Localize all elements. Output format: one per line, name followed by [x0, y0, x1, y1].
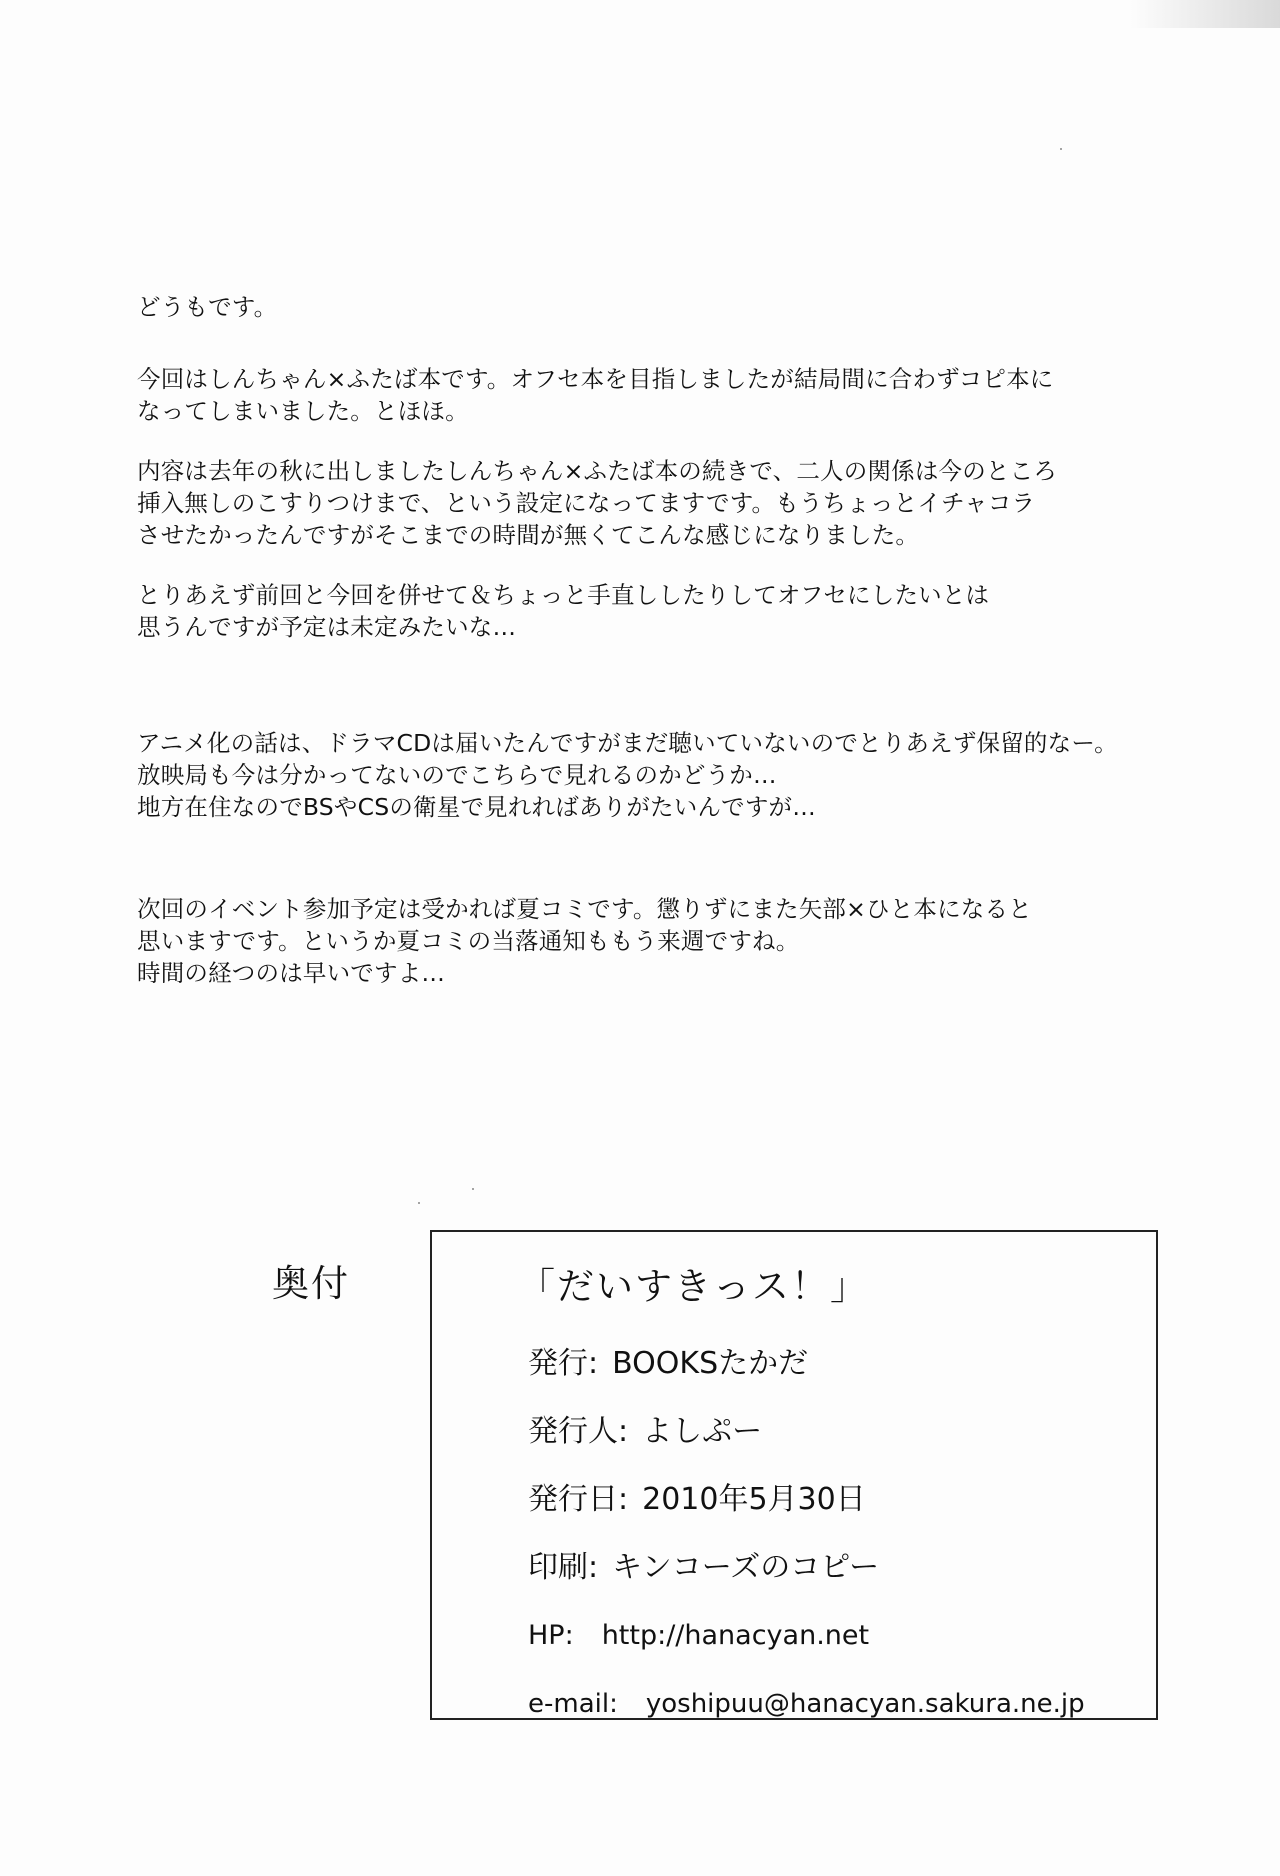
homepage-url: http://hanacyan.net — [601, 1620, 870, 1651]
text-line: どうもです。 — [137, 293, 278, 321]
text-line: とりあえず前回と今回を併せて＆ちょっと手直ししたりしてオフセにしたいとは — [137, 581, 990, 609]
issue-date-row — [528, 1480, 866, 1520]
text-line: させたかったんですがそこまでの時間が無くてこんな感じになりました。 — [137, 521, 920, 549]
paragraph-next-event — [137, 893, 1217, 989]
publisher-row — [528, 1344, 808, 1384]
text-line: 次回のイベント参加予定は受かれば夏コミです。懲りずにまた矢部×ひと本になると — [137, 895, 1032, 923]
paragraph-anime — [137, 727, 1217, 823]
scan-speck — [472, 1188, 474, 1190]
paragraph-contents — [137, 455, 1217, 551]
printing-row — [528, 1548, 879, 1588]
publisher-value: BOOKSたかだ — [612, 1346, 809, 1381]
scan-speck — [418, 1202, 420, 1204]
text-line: 時間の経つのは早いですよ… — [137, 959, 446, 987]
publisher-label: 発行: — [528, 1346, 599, 1381]
colophon-heading: 奥付 — [272, 1262, 350, 1305]
text-line: なってしまいました。とほほ。 — [137, 397, 469, 425]
email-row — [528, 1684, 1085, 1724]
afterword-text — [137, 291, 1217, 989]
printing-value: キンコーズのコピー — [612, 1550, 880, 1585]
issue-date-label: 発行日: — [528, 1482, 629, 1517]
issuer-row — [528, 1412, 762, 1452]
issuer-value: よしぷー — [642, 1414, 763, 1449]
issuer-label: 発行人: — [528, 1414, 629, 1449]
email-address: yoshipuu@hanacyan.sakura.ne.jp — [645, 1689, 1085, 1719]
scan-speck — [1060, 148, 1062, 150]
paragraph-intro — [137, 363, 1217, 427]
paragraph-plans — [137, 579, 1217, 643]
issue-date-value: 2010年5月30日 — [642, 1482, 866, 1517]
text-line: 今回はしんちゃん×ふたば本です。オフセ本を目指しましたが結局間に合わずコピ本に — [137, 365, 1054, 393]
printing-label: 印刷: — [528, 1550, 599, 1585]
text-line: アニメ化の話は、ドラマCDは届いたんですがまだ聴いていないのでとりあえず保留的なー。 — [137, 729, 1118, 757]
text-line: 地方在住なのでBSやCSの衛星で見れればありがたいんですが… — [137, 793, 816, 821]
text-line: 思いますです。というか夏コミの当落通知ももう来週ですね。 — [137, 927, 800, 955]
homepage-row — [528, 1616, 869, 1656]
homepage-label: HP: — [528, 1620, 574, 1651]
book-title: 「だいすきっス！」 — [518, 1265, 869, 1308]
text-line: 放映局も今は分かってないのでこちらで見れるのかどうか… — [137, 761, 777, 789]
scan-edge-shadow — [1130, 0, 1280, 28]
paragraph-greeting — [137, 291, 1217, 323]
email-label: e-mail: — [528, 1689, 618, 1719]
text-line: 思うんですが予定は未定みたいな… — [137, 613, 517, 641]
text-line: 挿入無しのこすりつけまで、という設定になってますです。もうちょっとイチャコラ — [137, 489, 1036, 517]
colophon-box — [430, 1230, 1158, 1720]
text-line: 内容は去年の秋に出しましたしんちゃん×ふたば本の続きで、二人の関係は今のところ — [137, 457, 1058, 485]
